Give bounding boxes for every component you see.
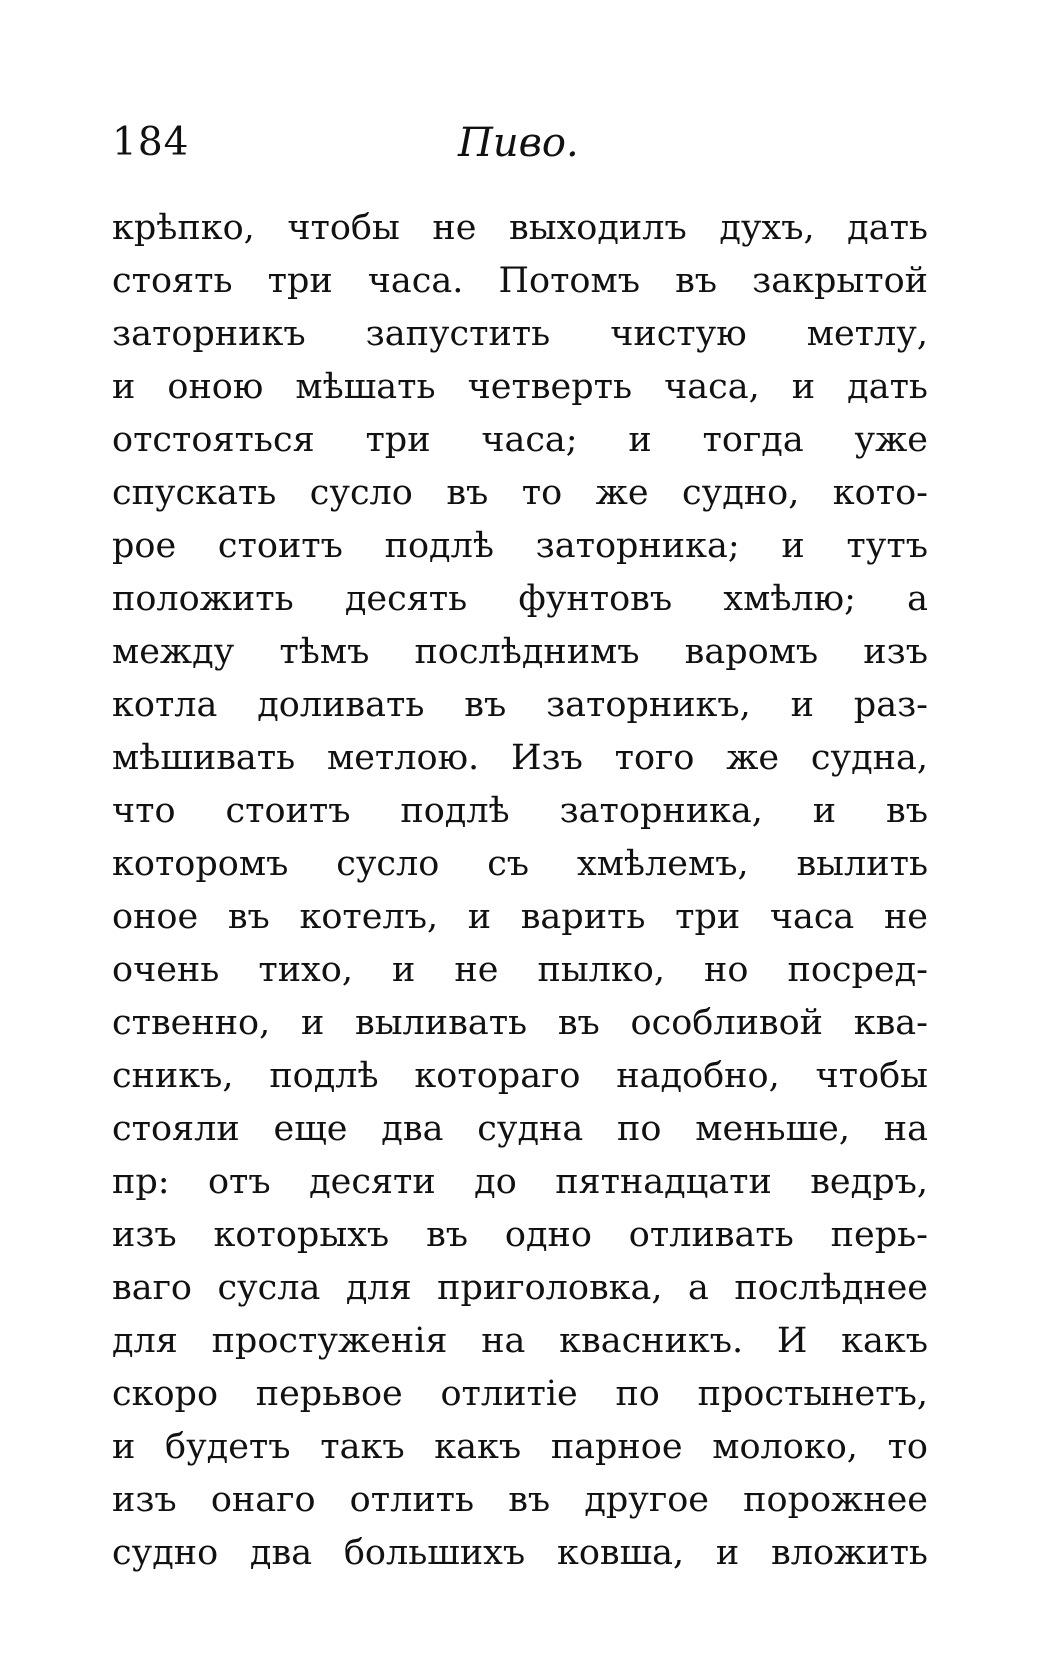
text-line: котла доливать въ заторникъ, и раз- <box>112 685 928 725</box>
text-line: сникъ, подлѣ котораго надобно, чтобы <box>112 1056 928 1096</box>
page-title: Пиво. <box>458 120 579 166</box>
text-line: между тѣмъ послѣднимъ варомъ изъ <box>112 632 928 672</box>
text-line: пр: отъ десяти до пятнадцати ведръ, <box>112 1162 928 1202</box>
text-line: отстояться три часа; и тогда уже <box>112 420 928 460</box>
text-line: для простуженія на квасникъ. И какъ <box>112 1321 928 1361</box>
text-line: ваго сусла для приголовка, а послѣднее <box>112 1268 928 1308</box>
text-line: стояли еще два судна по меньше, на <box>112 1109 928 1149</box>
text-line: изъ онаго отлить въ другое порожнее <box>112 1480 928 1520</box>
page-number: 184 <box>112 120 190 165</box>
text-line: мѣшивать метлою. Изъ того же судна, <box>112 738 928 778</box>
text-line: ственно, и выливать въ особливой ква- <box>112 1003 928 1043</box>
text-line: положить десять фунтовъ хмѣлю; а <box>112 579 928 619</box>
text-line: судно два большихъ ковша, и вложить <box>112 1533 928 1573</box>
running-head <box>112 112 928 182</box>
text-line: крѣпко, чтобы не выходилъ духъ, дать <box>112 208 928 248</box>
text-line: скоро перьвое отлитіе по простынетъ, <box>112 1374 928 1414</box>
text-line: спускать сусло въ то же судно, кото- <box>112 473 928 513</box>
text-line: очень тихо, и не пылко, но посред- <box>112 950 928 990</box>
text-line: что стоитъ подлѣ заторника, и въ <box>112 791 928 831</box>
text-line: и оною мѣшать четверть часа, и дать <box>112 367 928 407</box>
text-block <box>112 202 928 1580</box>
text-line: рое стоитъ подлѣ заторника; и тутъ <box>112 526 928 566</box>
text-line: оное въ котелъ, и варить три часа не <box>112 897 928 937</box>
text-line: стоять три часа. Потомъ въ закрытой <box>112 261 928 301</box>
text-line: изъ которыхъ въ одно отливать перь- <box>112 1215 928 1255</box>
text-line: и будетъ такъ какъ парное молоко, то <box>112 1427 928 1467</box>
text-line: заторникъ запустить чистую метлу, <box>112 314 928 354</box>
text-line: которомъ сусло съ хмѣлемъ, вылить <box>112 844 928 884</box>
